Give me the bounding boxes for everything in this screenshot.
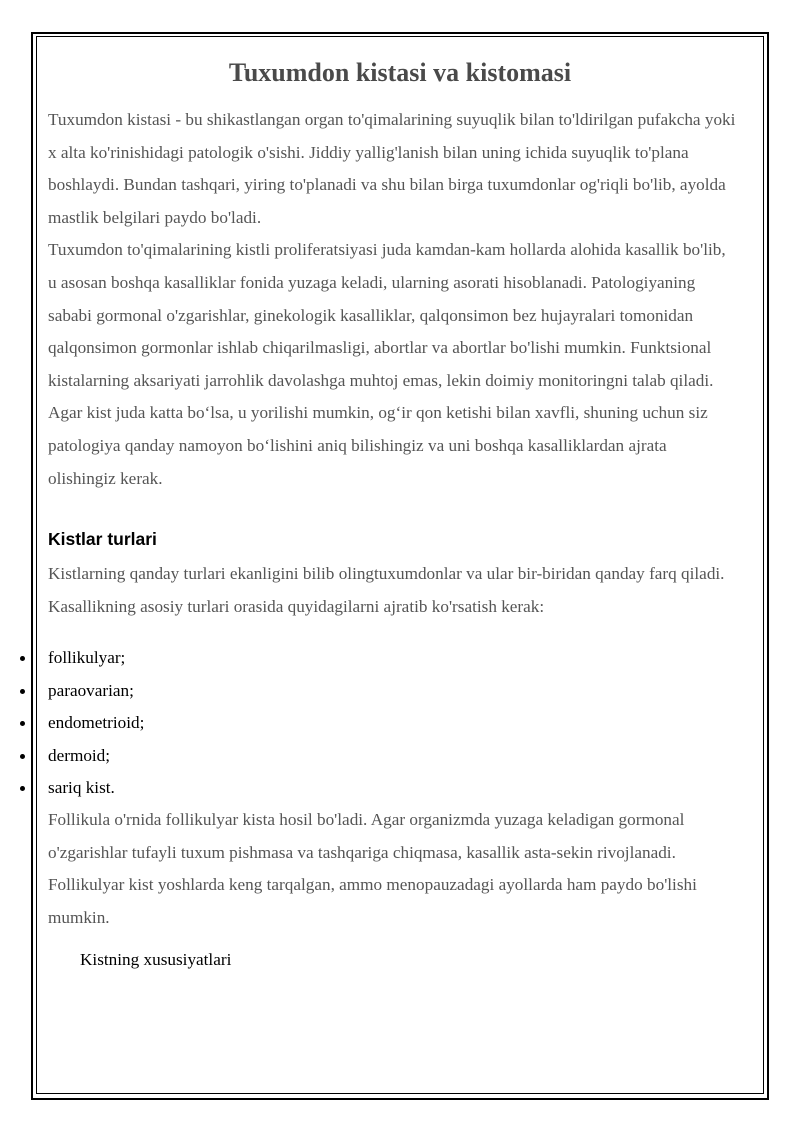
list-item xyxy=(0,772,144,805)
bullet-icon xyxy=(20,786,25,791)
follicle-paragraph: Follikula o'rnida follikulyar kista hosil bo'ladi. Agar organizmda yuzaga keladigan gormonal o'zgarishlar tufayli tuxum pishmasa va tashqariga chiqmasa, kasallik asta-sekin rivojlanadi. Follikulyar kist yoshlarda keng tarqalgan, ammo menopauzadagi ayollarda ham paydo bo'lishi mumkin. xyxy=(48,810,697,927)
bullet-icon xyxy=(20,689,25,694)
intro-section xyxy=(48,104,738,495)
page-title: Tuxumdon kistasi va kistomasi xyxy=(228,58,572,87)
intro-paragraph: Agar kist juda katta bo‘lsa, u yorilishi mumkin, og‘ir qon ketishi bilan xavfli, shuning uchun siz patologiya qanday namoyon bo‘lishini aniq bilishingiz va uni boshqa kasalliklardan ajrata olishingiz kerak. xyxy=(48,403,708,488)
list-item-text: follikulyar; xyxy=(48,648,126,667)
list-item-text: dermoid; xyxy=(48,745,111,765)
bullet-icon xyxy=(20,721,25,726)
list-item xyxy=(0,740,144,773)
list-item xyxy=(0,707,144,740)
list-item xyxy=(0,642,144,675)
types-paragraph: Kistlarning qanday turlari ekanligini bilib olingtuxumdonlar va ular bir-biridan qanday farq qiladi. Kasallikning asosiy turlari orasida quyidagilarni ajratib ko'rsatish kerak: xyxy=(48,564,725,616)
section-heading-types: Kistlar turlari xyxy=(48,529,157,549)
intro-paragraph: Tuxumdon kistasi - bu shikastlangan organ to'qimalarining suyuqlik bilan to'ldirilgan pufakcha yoki x alta ko'rinishidagi patologik o'sishi. Jiddiy yallig'lanish bilan uning ichida suyuqlik to'plana boshlaydi. Bundan tashqari, yiring to'planadi va shu bilan birga tuxumdonlar og'riqli bo'lib, ayolda mastlik belgilari paydo bo'ladi. xyxy=(48,110,736,227)
list-item-text: paraovarian; xyxy=(48,680,134,700)
list-item-text: sariq kist. xyxy=(48,778,115,798)
features-subheading: Kistning xususiyatlari xyxy=(80,950,232,969)
list-item xyxy=(0,675,144,708)
list-item-text: endometrioid; xyxy=(48,713,145,733)
bullet-icon xyxy=(20,754,25,759)
bullet-icon xyxy=(20,656,25,661)
types-list xyxy=(0,642,144,805)
intro-paragraph: Tuxumdon to'qimalarining kistli proliferatsiyasi juda kamdan-kam hollarda alohida kasallik bo'lib, u asosan boshqa kasalliklar fonida yuzaga keladi, ularning asorati hisoblanadi. Patologiyaning sababi gormonal o'zgarishlar, ginekologik kasalliklar, qalqonsimon bez hujayralari tomonidan qalqonsimon gormonlar ishlab chiqarilmasligi, abortlar va abortlar bo'lishi mumkin. Funktsional kistalarning aksariyati jarrohlik davolashga muhtoj emas, lekin doimiy monitoringni talab qiladi. xyxy=(48,240,726,390)
